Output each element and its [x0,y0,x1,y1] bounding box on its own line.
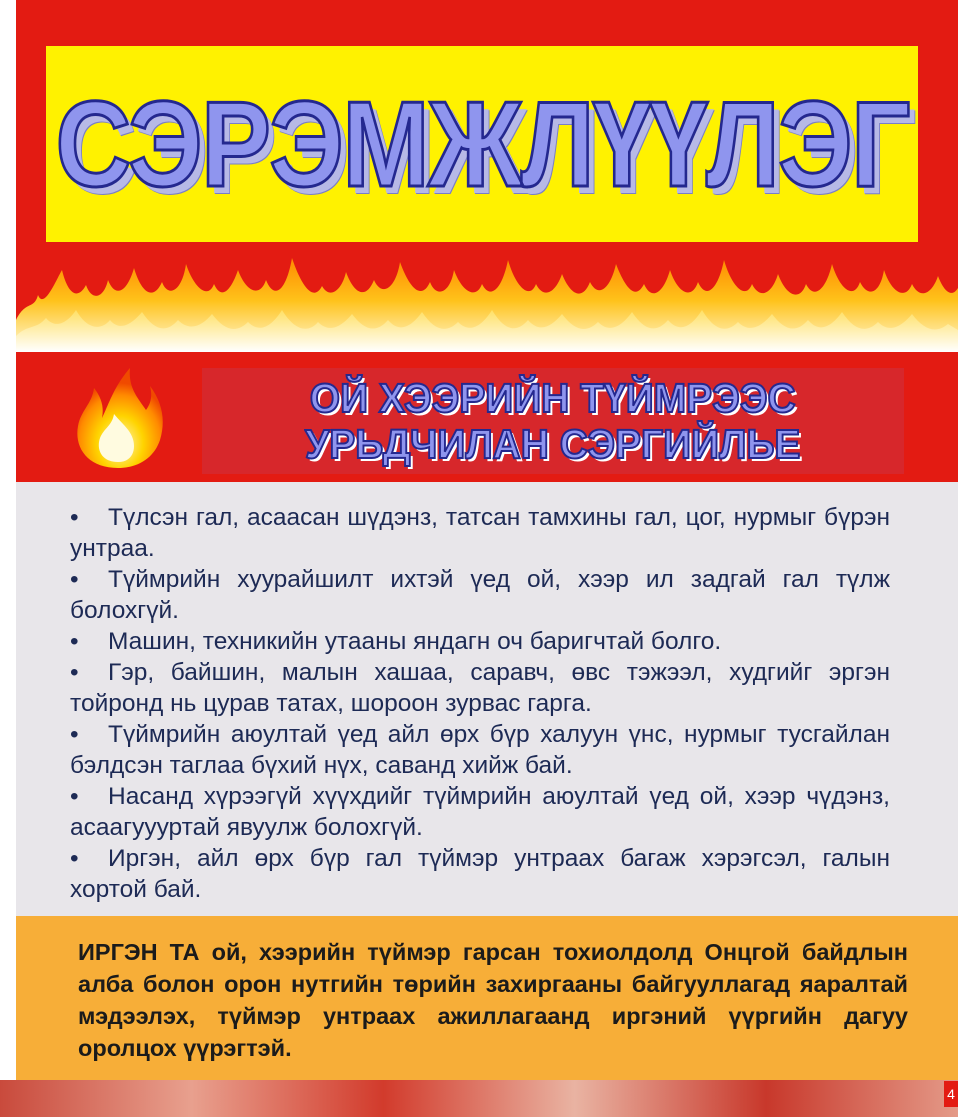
rule-text: Машин, техникийн утааны яндагн оч баригчтай болго. [108,628,722,655]
banner-box [202,368,904,474]
banner-line-2: УРЬДЧИЛАН СЭРГИЙЛЬЕ [305,421,801,467]
list-item [70,657,890,719]
list-item [70,502,890,564]
rules-list [70,502,931,905]
list-item [70,626,890,657]
rule-text: Насанд хүрээгүй хүүхдийг түймрийн аюултай үед ой, хээр чүдэнз, асаагуууртай явуулж болохгүй. [70,783,931,841]
notice-section [16,916,958,1080]
poster-title: СЭРЭМЖЛҮҮЛЭГ [55,76,909,212]
fire-icon [68,362,168,472]
bullet: • [70,566,79,593]
rules-section [16,482,958,916]
list-item [70,564,890,626]
list-item [70,781,931,843]
notice-text: ИРГЭН ТА ой, хээрийн түймэр гарсан тохиолдолд Онцгой байдлын алба болон орон нутгийн төрийн захиргааны байгууллагад яаралтай мэдээлэх, түймэр унтраах ажиллагаанд иргэний үүргийн дагуу оролцох үүрэгтэй. [78,939,908,1061]
rule-text: Иргэн, айл өрх бүр гал түймэр унтраах багаж хэрэгсэл, галын хортой бай. [70,845,890,903]
banner [16,352,958,482]
bottom-decoration [0,1080,958,1117]
bullet: • [70,783,79,810]
poster [16,0,958,1080]
bullet: • [70,504,79,531]
bullet: • [70,628,79,655]
rule-text: Түймрийн аюултай үед айл өрх бүр халуун үнс, нурмыг тусгайлан бэлдсэн таглаа бүхий нүх, саванд хийж бай. [70,721,890,779]
page-number: 4 [944,1081,958,1107]
list-item [70,843,890,905]
rule-text: Түймрийн хуурайшилт ихтэй үед ой, хээр ил задгай гал түлж болохгүй. [70,566,890,624]
bullet: • [70,659,79,686]
list-item [70,719,890,781]
bullet: • [70,721,79,748]
banner-line-1: ОЙ ХЭЭРИЙН ТҮЙМРЭЭС [310,375,796,421]
flames-border [16,240,958,352]
rule-text: Түлсэн гал, асаасан шүдэнз, татсан тамхины гал, цог, нурмыг бүрэн унтраа. [70,504,890,562]
rule-text: Гэр, байшин, малын хашаа, саравч, өвс тэжээл, худгийг эргэн тойронд нь цурав татах, шороон зурвас гарга. [70,659,890,717]
bullet: • [70,845,79,872]
title-box [46,46,918,242]
